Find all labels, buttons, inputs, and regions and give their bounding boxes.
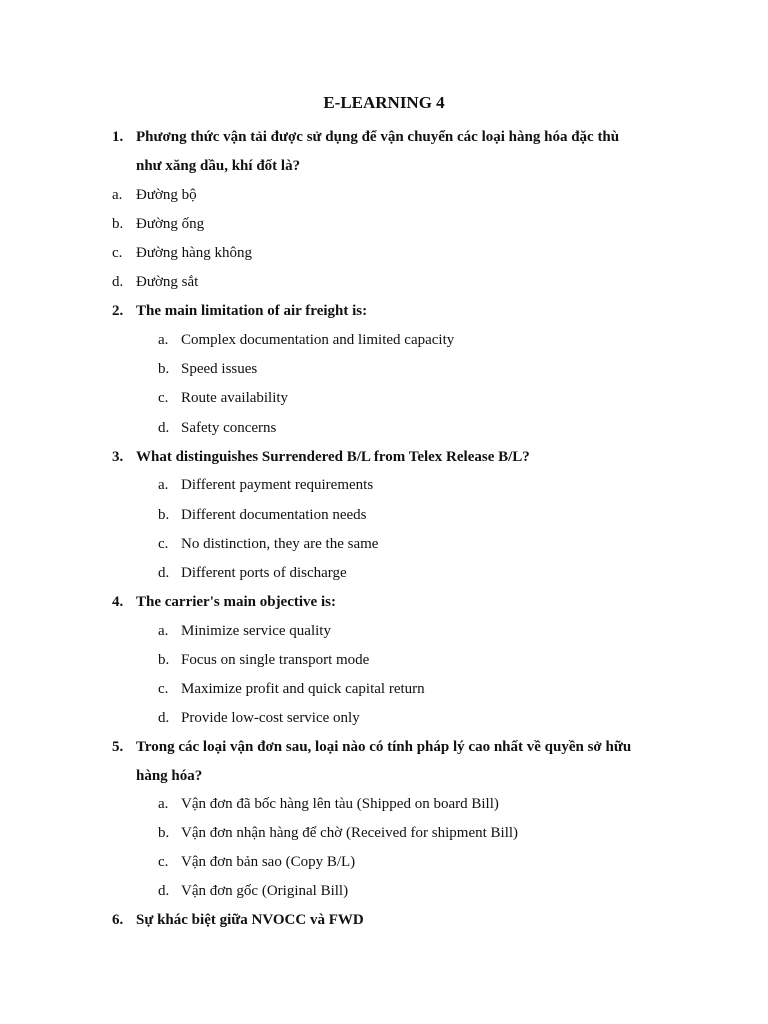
- question-5-option-d-letter: d.: [158, 883, 170, 899]
- question-4-option-a-text: Minimize service quality: [181, 623, 331, 639]
- question-4-option-d-letter: d.: [158, 710, 170, 726]
- question-5-option-b-text: Vận đơn nhận hàng để chờ (Received for shipment Bill): [181, 825, 519, 841]
- question-5-option-b-letter: b.: [158, 825, 170, 841]
- question-6-text: Sự khác biệt giữa NVOCC và FWD: [136, 912, 364, 928]
- question-1-option-c-letter: c.: [112, 245, 123, 261]
- question-5-option-c-text: Vận đơn bản sao (Copy B/L): [181, 854, 356, 870]
- question-5-text-line-1: Trong các loại vận đơn sau, loại nào có tính pháp lý cao nhất về quyền sở hữu: [136, 739, 632, 755]
- question-4-text: The carrier's main objective is:: [136, 594, 336, 610]
- question-3-option-d-letter: d.: [158, 565, 170, 581]
- question-2-text: The main limitation of air freight is:: [136, 303, 368, 319]
- question-3-option-a-letter: a.: [158, 477, 169, 493]
- page-title: E-LEARNING 4: [323, 93, 445, 112]
- question-2-option-a-letter: a.: [158, 332, 169, 348]
- question-2-option-d-text: Safety concerns: [181, 420, 277, 436]
- question-4-option-d-text: Provide low-cost service only: [181, 710, 360, 726]
- question-4-option-c-letter: c.: [158, 681, 169, 697]
- question-4-option-b-letter: b.: [158, 652, 170, 668]
- question-2-option-c-letter: c.: [158, 390, 169, 406]
- question-4-option-b-text: Focus on single transport mode: [181, 652, 370, 668]
- question-3-option-a-text: Different payment requirements: [181, 477, 374, 493]
- question-4-option-c-text: Maximize profit and quick capital return: [181, 681, 425, 697]
- question-3-number: 3.: [112, 449, 124, 465]
- question-1-text-line-2: như xăng dầu, khí đốt là?: [136, 158, 301, 174]
- question-5-option-c-letter: c.: [158, 854, 169, 870]
- question-3-option-c-letter: c.: [158, 536, 169, 552]
- question-2-option-c-text: Route availability: [181, 390, 289, 406]
- question-2-option-d-letter: d.: [158, 420, 170, 436]
- question-1-option-a-text: Đường bộ: [136, 187, 197, 203]
- question-1-text-line-1: Phương thức vận tải được sử dụng để vận chuyển các loại hàng hóa đặc thù: [136, 129, 620, 145]
- question-5-text-line-2: hàng hóa?: [136, 768, 203, 784]
- question-6-number: 6.: [112, 912, 124, 928]
- question-2-option-a-text: Complex documentation and limited capacity: [181, 332, 455, 348]
- question-5-option-a-letter: a.: [158, 796, 169, 812]
- question-3-option-c-text: No distinction, they are the same: [181, 536, 379, 552]
- question-2-number: 2.: [112, 303, 124, 319]
- question-5-option-a-text: Vận đơn đã bốc hàng lên tàu (Shipped on board Bill): [181, 796, 499, 812]
- question-1-option-b-text: Đường ống: [136, 216, 205, 232]
- question-3-option-b-letter: b.: [158, 507, 170, 523]
- question-1-option-d-letter: d.: [112, 274, 124, 290]
- question-3-text: What distinguishes Surrendered B/L from Telex Release B/L?: [136, 449, 530, 465]
- question-3-option-b-text: Different documentation needs: [181, 507, 367, 523]
- question-2-option-b-letter: b.: [158, 361, 170, 377]
- question-1-option-b-letter: b.: [112, 216, 124, 232]
- question-1-option-c-text: Đường hàng không: [136, 245, 253, 261]
- question-2-option-b-text: Speed issues: [181, 361, 258, 377]
- question-5-number: 5.: [112, 739, 124, 755]
- question-1-option-a-letter: a.: [112, 187, 123, 203]
- question-4-option-a-letter: a.: [158, 623, 169, 639]
- question-5-option-d-text: Vận đơn gốc (Original Bill): [181, 883, 349, 899]
- question-1-number: 1.: [112, 129, 124, 145]
- question-1-option-d-text: Đường sắt: [136, 274, 199, 290]
- question-4-number: 4.: [112, 594, 124, 610]
- question-3-option-d-text: Different ports of discharge: [181, 565, 347, 581]
